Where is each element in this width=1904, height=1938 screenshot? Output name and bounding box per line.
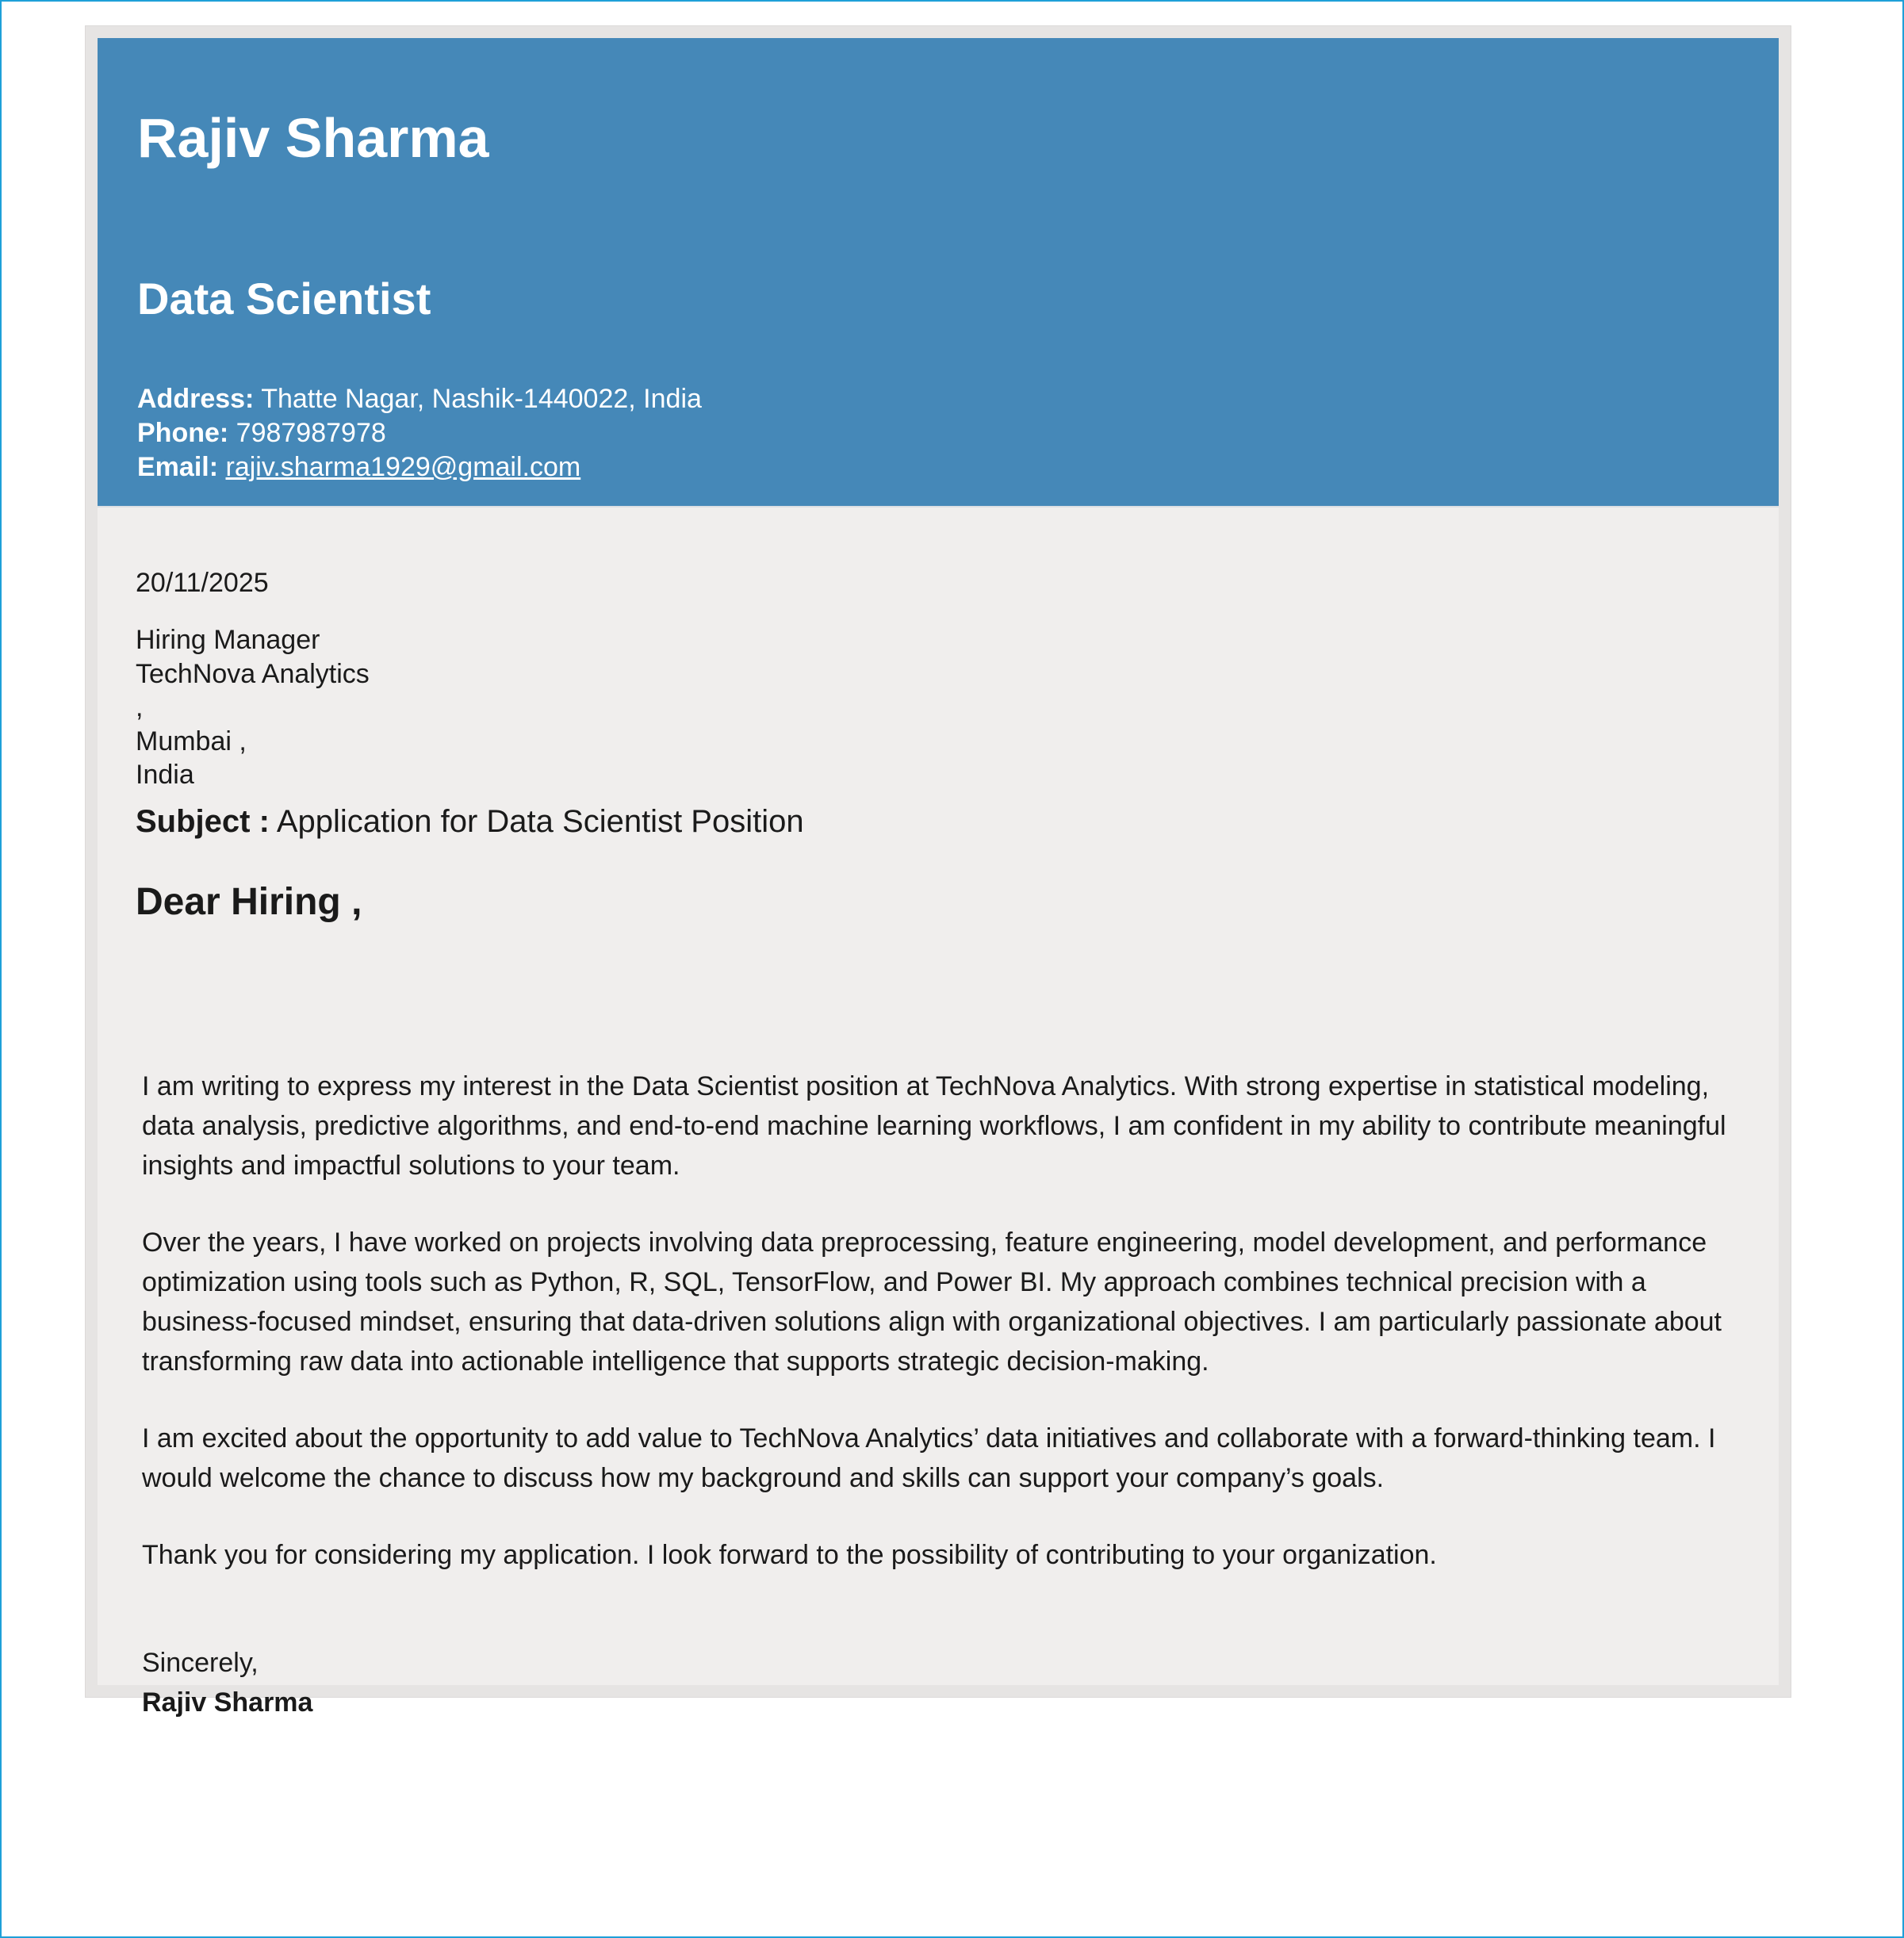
body-paragraph: I am writing to express my interest in the Data Scientist position at TechNova Analytics. With strong expertise in statistical modeling, data analysis, predictive algorithms, and end-to-end machine learning workflows, I am confident in my ability to contribute meaningful insights and impactful solutions to your team.	[142, 1071, 1726, 1181]
letter-header	[98, 38, 1779, 507]
letter-paragraphs	[142, 1067, 1736, 1612]
signature-name: Rajiv Sharma	[142, 1687, 313, 1718]
body-paragraph: I am excited about the opportunity to add value to TechNova Analytics’ data initiatives and collaborate with a forward-thinking team. I would welcome the chance to discuss how my background and skills can support your company’s goals.	[142, 1423, 1716, 1493]
salutation: Dear Hiring ,	[136, 881, 362, 923]
recipient-line: TechNova Analytics	[136, 658, 370, 689]
address-value: Thatte Nagar, Nashik-1440022, India	[261, 384, 702, 414]
letter-closing	[142, 1643, 312, 1722]
subject-label: Subject :	[136, 804, 270, 839]
recipient-line: ,	[136, 692, 144, 722]
contact-info	[137, 382, 702, 484]
address-label: Address:	[137, 384, 255, 414]
job-title: Data Scientist	[137, 274, 431, 324]
phone-row	[137, 416, 702, 450]
body-paragraph: Over the years, I have worked on projects involving data preprocessing, feature engineering, model development, and performance optimization using tools such as Python, R, SQL, TensorFlow, and Power BI. My approach combines technical precision with a business-focused mindset, ensuring that data-driven solutions align with organizational objectives. I am particularly passionate about transforming raw data into actionable intelligence that supports strategic decision-making.	[142, 1228, 1722, 1377]
recipient-address	[136, 623, 370, 792]
recipient-line: Mumbai ,	[136, 726, 247, 756]
recipient-line: Hiring Manager	[136, 625, 320, 655]
phone-value: 7987987978	[236, 418, 386, 448]
recipient-line: India	[136, 760, 194, 790]
email-label: Email:	[137, 452, 219, 482]
letter-sheet	[98, 38, 1779, 1718]
email-link[interactable]: rajiv.sharma1929@gmail.com	[225, 452, 581, 482]
email-row	[137, 450, 702, 484]
closing-phrase: Sincerely,	[142, 1648, 259, 1678]
subject-text: Application for Data Scientist Position	[276, 804, 804, 839]
letter-date: 20/11/2025	[136, 568, 269, 598]
phone-label: Phone:	[137, 418, 229, 448]
subject-line	[136, 802, 804, 841]
body-paragraph: Thank you for considering my application. I look forward to the possibility of contributing to your organization.	[142, 1540, 1437, 1570]
applicant-name: Rajiv Sharma	[137, 107, 489, 169]
cover-letter	[85, 25, 1791, 1718]
address-row	[137, 382, 702, 416]
